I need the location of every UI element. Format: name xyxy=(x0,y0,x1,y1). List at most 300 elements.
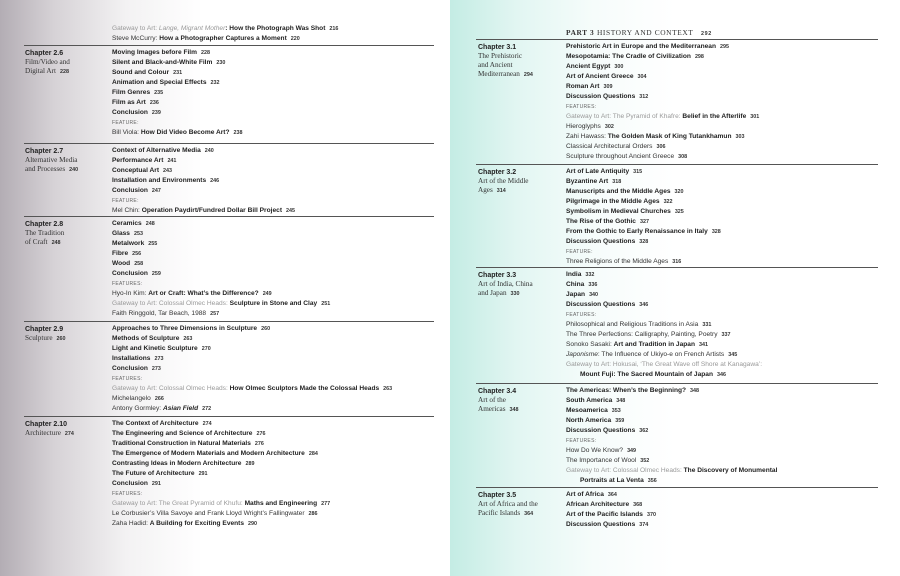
toc-entry xyxy=(566,456,777,466)
entry-text: Belief in the Afterlife xyxy=(682,113,747,120)
entry-page-number: 273 xyxy=(154,356,164,362)
chapter-page-number: 248 xyxy=(51,240,61,246)
entry-text: Gateway to Art: Hokusai, ‘The Great Wave off Shore at Kanagawa’: xyxy=(566,361,763,368)
entry-text: Film Genres xyxy=(112,89,151,96)
entry-text: Japan xyxy=(566,291,586,298)
entry-text: How a Photographer Captures a Moment xyxy=(159,35,287,42)
chapter-heading xyxy=(25,220,107,248)
entry-page-number: 240 xyxy=(204,148,214,154)
chapter-title-text: of Craft xyxy=(25,238,48,246)
features-label xyxy=(566,102,759,112)
chapter-title-line xyxy=(478,52,560,61)
entry-page-number: 346 xyxy=(639,302,649,308)
chapter-title-text: Pacific Islands xyxy=(478,509,521,517)
part-heading xyxy=(566,28,712,37)
entry-page-number: 359 xyxy=(615,418,625,424)
entry-page-number: 316 xyxy=(672,259,682,265)
chapter-divider xyxy=(24,143,434,144)
entry-page-number: 346 xyxy=(716,372,726,378)
entry-text: FEATURE: xyxy=(112,120,139,126)
entry-page-number: 309 xyxy=(603,84,613,90)
entry-page-number: 236 xyxy=(149,100,159,106)
toc-entry xyxy=(112,156,295,166)
chapter-entries xyxy=(566,270,762,380)
entry-text: Moving Images before Film xyxy=(112,49,198,56)
entry-text: Discussion Questions xyxy=(566,427,636,434)
features-label xyxy=(566,247,721,257)
entry-page-number: 263 xyxy=(183,336,193,342)
toc-entry xyxy=(112,176,295,186)
chapter-entries xyxy=(566,490,656,530)
chapter-title-text: The Prehistoric xyxy=(478,52,523,60)
chapter-divider xyxy=(476,267,878,268)
features-label xyxy=(566,310,762,320)
entry-text: Pilgrimage in the Middle Ages xyxy=(566,198,660,205)
entry-page-number: 295 xyxy=(719,44,729,50)
entry-text: FEATURES: xyxy=(112,281,143,287)
entry-text: Art of Ancient Greece xyxy=(566,73,634,80)
entry-page-number: 301 xyxy=(750,114,760,120)
chapter-divider xyxy=(24,416,434,417)
chapter-divider xyxy=(24,216,434,217)
entry-text: Mesoamerica xyxy=(566,407,608,414)
entry-text: Gateway to Art: The Pyramid of Khafre: xyxy=(566,113,683,120)
chapter-page-number: 330 xyxy=(510,291,520,297)
entry-page-number: 266 xyxy=(154,396,164,402)
toc-entry xyxy=(566,446,777,456)
toc-entry xyxy=(566,122,759,132)
entry-page-number: 302 xyxy=(604,124,614,130)
entry-text: Gateway to Art: Colossal Olmec Heads: xyxy=(112,300,230,307)
entry-page-number: 325 xyxy=(674,209,684,215)
entry-page-number: 303 xyxy=(735,134,745,140)
entry-text: FEATURES: xyxy=(566,438,597,444)
entry-text: FEATURE: xyxy=(566,249,593,255)
entry-text: Three Religions of the Middle Ages xyxy=(566,258,669,265)
chapter-page-number: 348 xyxy=(509,407,519,413)
chapter-title-text: Sculpture xyxy=(25,334,53,342)
entry-page-number: 231 xyxy=(173,70,183,76)
toc-entry xyxy=(566,152,759,162)
entry-page-number: 243 xyxy=(163,168,173,174)
toc-entry xyxy=(112,449,330,459)
chapter-page-number: 314 xyxy=(496,188,506,194)
toc-entry xyxy=(112,509,330,519)
entry-text: The Emergence of Modern Materials and Modern Architecture xyxy=(112,450,305,457)
entry-text: Operation Paydirt/Fundred Dollar Bill Project xyxy=(141,207,283,214)
toc-entry xyxy=(112,186,295,196)
entry-text: Fibre xyxy=(112,250,129,257)
chapter-title-text: Americas xyxy=(478,405,506,413)
toc-entry xyxy=(566,197,721,207)
toc-entry xyxy=(566,177,721,187)
chapter-entries xyxy=(566,42,759,162)
entry-text: Wood xyxy=(112,260,131,267)
entry-text: Traditional Construction in Natural Materials xyxy=(112,440,251,447)
chapter-title-text: Mediterranean xyxy=(478,70,520,78)
entry-text: Byzantine Art xyxy=(566,178,609,185)
toc-entry xyxy=(566,42,759,52)
toc-entry xyxy=(112,166,295,176)
entry-text: Discussion Questions xyxy=(566,238,636,245)
entry-page-number: 232 xyxy=(210,80,220,86)
entry-text: Installations xyxy=(112,355,151,362)
entry-page-number: 341 xyxy=(699,342,708,348)
chapter-heading xyxy=(478,168,560,196)
toc-entry xyxy=(566,280,762,290)
entry-page-number: 328 xyxy=(639,239,649,245)
entry-text: A Building for Exciting Events xyxy=(149,520,245,527)
entry-text: Performance Art xyxy=(112,157,164,164)
entry-text: Art of Late Antiquity xyxy=(566,168,630,175)
chapter-heading xyxy=(478,271,560,299)
entry-page-number: 349 xyxy=(627,448,637,454)
entry-text: North America xyxy=(566,417,612,424)
entry-text: The Discovery of Monumental xyxy=(683,467,778,474)
entry-text: : How the Photograph Was Shot xyxy=(225,25,326,32)
entry-text: Conclusion xyxy=(112,365,148,372)
entry-text: Antony Gormley: xyxy=(112,405,163,412)
toc-entry xyxy=(566,132,759,142)
entry-text: Gateway to Art: Colossal Olmec Heads: xyxy=(566,467,684,474)
chapter-entries xyxy=(112,146,295,216)
entry-text: Hyo-In Kim: xyxy=(112,290,149,297)
entry-text: Discussion Questions xyxy=(566,521,636,528)
toc-entry xyxy=(112,364,392,374)
entry-page-number: 256 xyxy=(132,251,142,257)
toc-entry xyxy=(112,334,392,344)
entry-text: India xyxy=(566,271,582,278)
entry-text: Glass xyxy=(112,230,130,237)
entry-text: Michelangelo xyxy=(112,395,151,402)
entry-page-number: 370 xyxy=(646,512,656,518)
toc-entry xyxy=(112,324,392,334)
features-label xyxy=(112,196,295,206)
entry-page-number: 272 xyxy=(202,406,212,412)
toc-entry xyxy=(112,519,330,529)
entry-page-number: 270 xyxy=(201,346,211,352)
entry-page-number: 228 xyxy=(201,50,211,56)
toc-entry xyxy=(566,426,777,436)
entry-text: Roman Art xyxy=(566,83,600,90)
chapter-divider xyxy=(476,487,878,488)
chapter-title-text: and Japan xyxy=(478,289,507,297)
toc-entry xyxy=(112,394,392,404)
toc-entry xyxy=(566,520,656,530)
entry-text: Approaches to Three Dimensions in Sculpture xyxy=(112,325,258,332)
toc-entry xyxy=(112,459,330,469)
entry-text: The Context of Architecture xyxy=(112,420,199,427)
chapter-number: Chapter 3.5 xyxy=(478,492,517,499)
chapter-title-text: and Ancient xyxy=(478,61,513,69)
entry-page-number: 368 xyxy=(633,502,643,508)
entry-text: From the Gothic to Early Renaissance in Italy xyxy=(566,228,708,235)
entry-text: FEATURES: xyxy=(566,104,597,110)
entry-page-number: 247 xyxy=(151,188,161,194)
chapter-number: Chapter 3.1 xyxy=(478,44,517,51)
entry-text: Classical Architectural Orders xyxy=(566,143,653,150)
entry-text: The Engineering and Science of Architecture xyxy=(112,430,253,437)
entry-text: How Did Video Become Art? xyxy=(140,129,230,136)
chapter-title-text: The Tradition xyxy=(25,229,65,237)
entry-text: Sonoko Sasaki: xyxy=(566,341,614,348)
toc-entry xyxy=(566,167,721,177)
chapter-title-text: Architecture xyxy=(25,429,61,437)
entry-text: The Golden Mask of King Tutankhamun xyxy=(607,133,732,140)
entry-page-number: 260 xyxy=(261,326,271,332)
entry-text: Mount Fuji: The Sacred Mountain of Japan xyxy=(580,371,713,378)
entry-page-number: 306 xyxy=(656,144,666,150)
entry-text: Metalwork xyxy=(112,240,145,247)
entry-page-number: 274 xyxy=(202,421,212,427)
toc-entry xyxy=(112,108,243,118)
entry-page-number: 362 xyxy=(639,428,649,434)
entry-page-number: 258 xyxy=(134,261,144,267)
entry-page-number: 263 xyxy=(383,386,393,392)
chapter-divider xyxy=(476,164,878,165)
entry-text: Silent and Black-and-White Film xyxy=(112,59,213,66)
entry-page-number: 298 xyxy=(694,54,704,60)
entry-page-number: 327 xyxy=(639,219,649,225)
toc-entry xyxy=(112,384,392,394)
toc-entry xyxy=(112,48,243,58)
entry-text: Le Corbusier’s Villa Savoye and Frank Lloyd Wright’s Fallingwater xyxy=(112,510,305,517)
chapter-title-text: Art of the xyxy=(478,396,506,404)
entry-page-number: 356 xyxy=(647,478,657,484)
entry-text: Gateway to Art: xyxy=(112,25,159,32)
entry-page-number: 259 xyxy=(151,271,161,277)
toc-entry xyxy=(112,128,243,138)
entry-page-number: 304 xyxy=(637,74,647,80)
chapter-entries xyxy=(112,219,330,319)
toc-entry xyxy=(112,58,243,68)
toc-entry xyxy=(112,259,330,269)
chapter-page-number: 240 xyxy=(69,167,79,173)
entry-page-number: 239 xyxy=(151,110,161,116)
toc-entry xyxy=(112,479,330,489)
toc-entry xyxy=(566,92,759,102)
chapter-title-line xyxy=(478,509,560,519)
chapter-entries xyxy=(112,324,392,414)
entry-text: Context of Alternative Media xyxy=(112,147,201,154)
entry-page-number: 340 xyxy=(589,292,599,298)
entry-text: Portraits at La Venta xyxy=(580,477,644,484)
toc-entry xyxy=(566,330,762,340)
chapter-number: Chapter 3.3 xyxy=(478,272,517,279)
entry-text: South America xyxy=(566,397,613,404)
entry-page-number: 289 xyxy=(245,461,255,467)
chapter-title-text: Art of Africa and the xyxy=(478,500,538,508)
entry-text: How Olmec Sculptors Made the Colossal Heads xyxy=(229,385,380,392)
toc-entry xyxy=(566,227,721,237)
entry-text: Gateway to Art: The Great Pyramid of Khufu: xyxy=(112,500,245,507)
chapter-heading xyxy=(478,387,560,415)
chapter-entries xyxy=(566,167,721,267)
chapter-title-line xyxy=(478,177,560,186)
chapter-divider xyxy=(24,321,434,322)
chapter-title-line xyxy=(25,238,107,248)
entry-text: Ceramics xyxy=(112,220,142,227)
entry-text: China xyxy=(566,281,585,288)
toc-entry xyxy=(566,82,759,92)
chapter-divider xyxy=(24,45,434,46)
entry-text: Discussion Questions xyxy=(566,301,636,308)
entry-page-number: 235 xyxy=(154,90,164,96)
entry-text: Conclusion xyxy=(112,109,148,116)
chapter-title-line xyxy=(478,280,560,289)
entry-text: Lange, Migrant Mother xyxy=(158,25,226,32)
entry-text: FEATURES: xyxy=(112,491,143,497)
toc-entry xyxy=(566,406,777,416)
entry-page-number: 332 xyxy=(585,272,595,278)
toc-entry xyxy=(566,112,759,122)
entry-page-number: 320 xyxy=(674,189,684,195)
entry-page-number: 312 xyxy=(639,94,649,100)
entry-page-number: 286 xyxy=(308,511,318,517)
features-label xyxy=(112,279,330,289)
entry-page-number: 220 xyxy=(290,36,300,42)
entry-text: Sound and Colour xyxy=(112,69,170,76)
toc-entry xyxy=(566,142,759,152)
chapter-title-line xyxy=(478,405,560,415)
entry-text: The Importance of Wool xyxy=(566,457,637,464)
chapter-number: Chapter 2.10 xyxy=(25,421,68,428)
chapter-number: Chapter 3.2 xyxy=(478,169,517,176)
entry-text: Mel Chin: xyxy=(112,207,142,214)
toc-entry xyxy=(566,52,759,62)
entry-text: : The Influence of Ukiyo-e on French Artists xyxy=(597,351,725,358)
chapter-number: Chapter 2.7 xyxy=(25,148,64,155)
toc-entry xyxy=(112,146,295,156)
entry-text: Hieroglyphs xyxy=(566,123,601,130)
entry-page-number: 248 xyxy=(145,221,155,227)
chapter-heading xyxy=(25,49,107,77)
entry-text: Zaha Hadid: xyxy=(112,520,150,527)
chapter-heading xyxy=(25,420,107,439)
entry-page-number: 353 xyxy=(611,408,621,414)
chapter-title-text: Digital Art xyxy=(25,67,56,75)
toc-entry xyxy=(566,290,762,300)
entry-page-number: 253 xyxy=(133,231,143,237)
entry-page-number: 352 xyxy=(640,458,650,464)
entry-page-number: 291 xyxy=(151,481,161,487)
chapter-number: Chapter 2.9 xyxy=(25,326,64,333)
toc-entry xyxy=(112,269,330,279)
entry-text: The Future of Architecture xyxy=(112,470,195,477)
entry-text: Zahi Hawass: xyxy=(566,133,608,140)
entry-text: The Three Perfections: Calligraphy, Painting, Poetry xyxy=(566,331,718,338)
entry-page-number: 230 xyxy=(216,60,226,66)
toc-entry xyxy=(112,239,330,249)
chapter-entries xyxy=(566,386,777,486)
entry-text: Installation and Environments xyxy=(112,177,207,184)
entry-text: Methods of Sculpture xyxy=(112,335,180,342)
chapter-title-line xyxy=(478,289,560,299)
toc-entry xyxy=(112,469,330,479)
chapter-title-line xyxy=(25,334,107,344)
chapter-page-number: 294 xyxy=(523,72,533,78)
chapter-title-line xyxy=(478,500,560,509)
entry-text: Ancient Egypt xyxy=(566,63,611,70)
toc-entry xyxy=(566,490,656,500)
entry-text: Art of the Pacific Islands xyxy=(566,511,643,518)
entry-text: Conclusion xyxy=(112,270,148,277)
entry-page-number: 364 xyxy=(607,492,617,498)
toc-entry xyxy=(112,24,338,34)
toc-entry xyxy=(112,88,243,98)
entry-text: Conceptual Art xyxy=(112,167,160,174)
entry-text: Conclusion xyxy=(112,480,148,487)
toc-entry xyxy=(112,354,392,364)
chapter-number: Chapter 2.8 xyxy=(25,221,64,228)
toc-entry xyxy=(566,370,762,380)
toc-entry xyxy=(112,404,392,414)
chapter-number: Chapter 2.6 xyxy=(25,50,64,57)
entry-text: Asian Field xyxy=(162,405,199,412)
chapter-title-text: Ages xyxy=(478,186,493,194)
entry-text: Contrasting Ideas in Modern Architecture xyxy=(112,460,242,467)
chapter-title-line xyxy=(25,58,107,67)
entry-page-number: 318 xyxy=(612,179,622,185)
toc-entry xyxy=(112,34,338,44)
chapter-title-text: and Processes xyxy=(25,165,66,173)
part-label: PART 3 xyxy=(566,28,595,37)
entry-page-number: 308 xyxy=(678,154,688,160)
entry-text: FEATURES: xyxy=(566,312,597,318)
chapter-page-number: 228 xyxy=(59,69,69,75)
entry-text: How Do We Know? xyxy=(566,447,624,454)
chapter-title-text: Art of India, China xyxy=(478,280,533,288)
chapter-heading xyxy=(478,491,560,519)
toc-entry xyxy=(566,350,762,360)
entry-text: Faith Ringgold, Tar Beach, 1988 xyxy=(112,310,207,317)
toc-entry xyxy=(112,68,243,78)
toc-entry xyxy=(112,98,243,108)
chapter-title-line xyxy=(25,156,107,165)
toc-entry xyxy=(566,207,721,217)
chapter-entries xyxy=(112,419,330,529)
entry-text: Art and Tradition in Japan xyxy=(613,341,695,348)
entry-page-number: 374 xyxy=(639,522,649,528)
right-page xyxy=(450,0,900,576)
toc-entry xyxy=(112,249,330,259)
entry-page-number: 241 xyxy=(167,158,177,164)
entry-page-number: 216 xyxy=(329,26,339,32)
toc-entry xyxy=(566,360,762,370)
entry-page-number: 336 xyxy=(588,282,598,288)
entry-text: Art or Craft: What’s the Difference? xyxy=(148,290,259,297)
entry-text: African Architecture xyxy=(566,501,630,508)
entry-text: Philosophical and Religious Traditions in Asia xyxy=(566,321,699,328)
toc-entry xyxy=(566,386,777,396)
toc-entry xyxy=(566,320,762,330)
entry-page-number: 284 xyxy=(308,451,318,457)
chapter-title-line xyxy=(478,396,560,405)
entry-page-number: 322 xyxy=(663,199,673,205)
toc-entry xyxy=(112,219,330,229)
chapter-title-line xyxy=(25,67,107,77)
chapter-entries xyxy=(112,48,243,138)
features-label xyxy=(112,118,243,128)
entry-text: Film as Art xyxy=(112,99,146,106)
chapter-heading xyxy=(25,325,107,344)
entry-page-number: 290 xyxy=(248,521,258,527)
entry-text: Animation and Special Effects xyxy=(112,79,207,86)
chapter-page-number: 364 xyxy=(524,511,534,517)
entry-text: Manuscripts and the Middle Ages xyxy=(566,188,671,195)
entry-text: Gateway to Art: Colossal Olmec Heads: xyxy=(112,385,230,392)
chapter-title-line xyxy=(25,429,107,439)
